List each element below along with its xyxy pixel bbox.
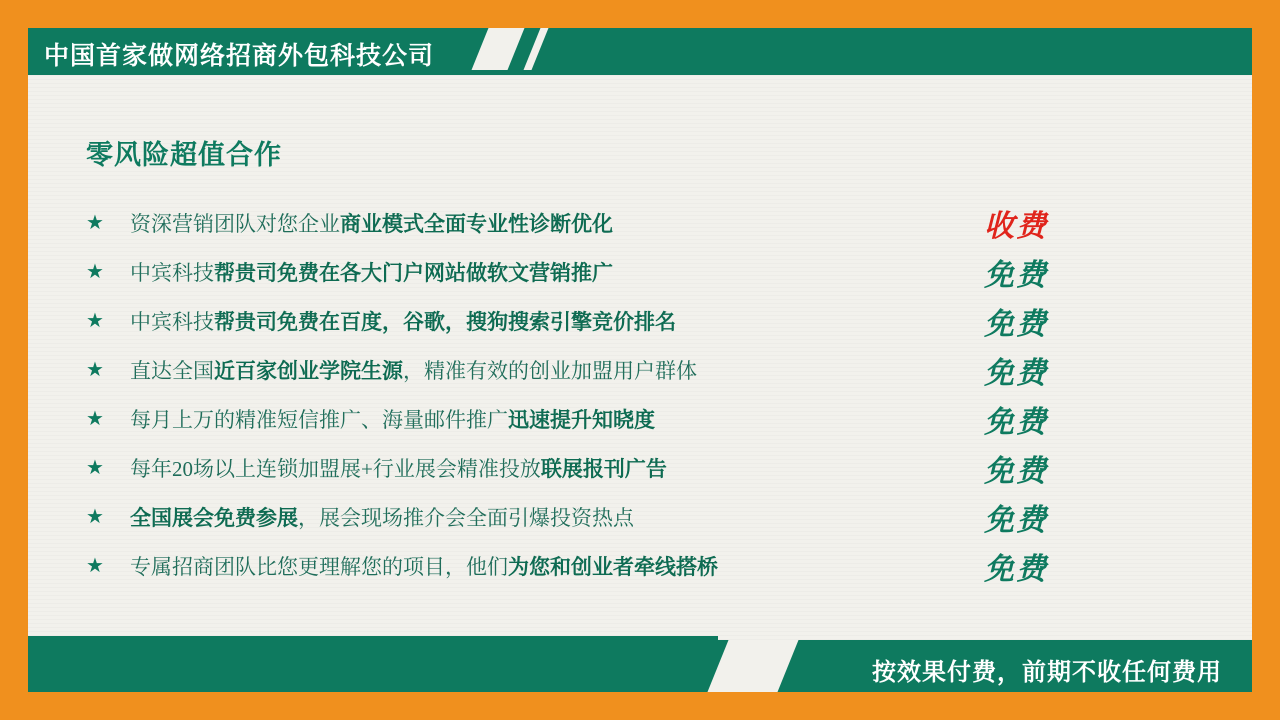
price-badge: 免费 <box>984 258 1048 292</box>
price-badge: 免费 <box>984 405 1048 439</box>
list-item <box>86 492 1086 541</box>
list-item <box>86 198 1086 247</box>
star-icon: ★ <box>86 407 104 430</box>
list-item-text: 中宾科技帮贵司免费在百度，谷歌，搜狗搜索引擎竞价排名 <box>130 309 676 334</box>
section-title: 零风险超值合作 <box>86 140 282 170</box>
star-icon: ★ <box>86 309 104 332</box>
list-item-text: 直达全国近百家创业学院生源，精准有效的创业加盟用户群体 <box>130 358 697 383</box>
list-item-text: 全国展会免费参展，展会现场推介会全面引爆投资热点 <box>130 505 634 530</box>
list-item-text: 中宾科技帮贵司免费在各大门户网站做软文营销推广 <box>130 260 613 285</box>
price-badge: 收费 <box>984 209 1048 243</box>
star-icon: ★ <box>86 358 104 381</box>
star-icon: ★ <box>86 211 104 234</box>
list-item <box>86 394 1086 443</box>
list-item <box>86 296 1086 345</box>
price-badge: 免费 <box>984 356 1048 390</box>
header-title: 中国首家做网络招商外包科技公司 <box>44 42 435 70</box>
list-item <box>86 443 1086 492</box>
list-item-text: 专属招商团队比您更理解您的项目，他们为您和创业者牵线搭桥 <box>130 554 718 579</box>
price-badge: 免费 <box>984 503 1048 537</box>
price-badge: 免费 <box>984 552 1048 586</box>
star-icon: ★ <box>86 505 104 528</box>
list-item <box>86 247 1086 296</box>
list-item-text: 每年20场以上连锁加盟展+行业展会精准投放联展报刊广告 <box>130 456 667 481</box>
list-item <box>86 541 1086 590</box>
benefit-list <box>86 198 1086 590</box>
list-item-text: 每月上万的精准短信推广、海量邮件推广迅速提升知晓度 <box>130 407 655 432</box>
footer-text: 按效果付费，前期不收任何费用 <box>872 659 1222 686</box>
price-badge: 免费 <box>984 307 1048 341</box>
list-item-text: 资深营销团队对您企业商业模式全面专业性诊断优化 <box>130 211 613 236</box>
star-icon: ★ <box>86 260 104 283</box>
star-icon: ★ <box>86 554 104 577</box>
star-icon: ★ <box>86 456 104 479</box>
list-item <box>86 345 1086 394</box>
price-badge: 免费 <box>984 454 1048 488</box>
